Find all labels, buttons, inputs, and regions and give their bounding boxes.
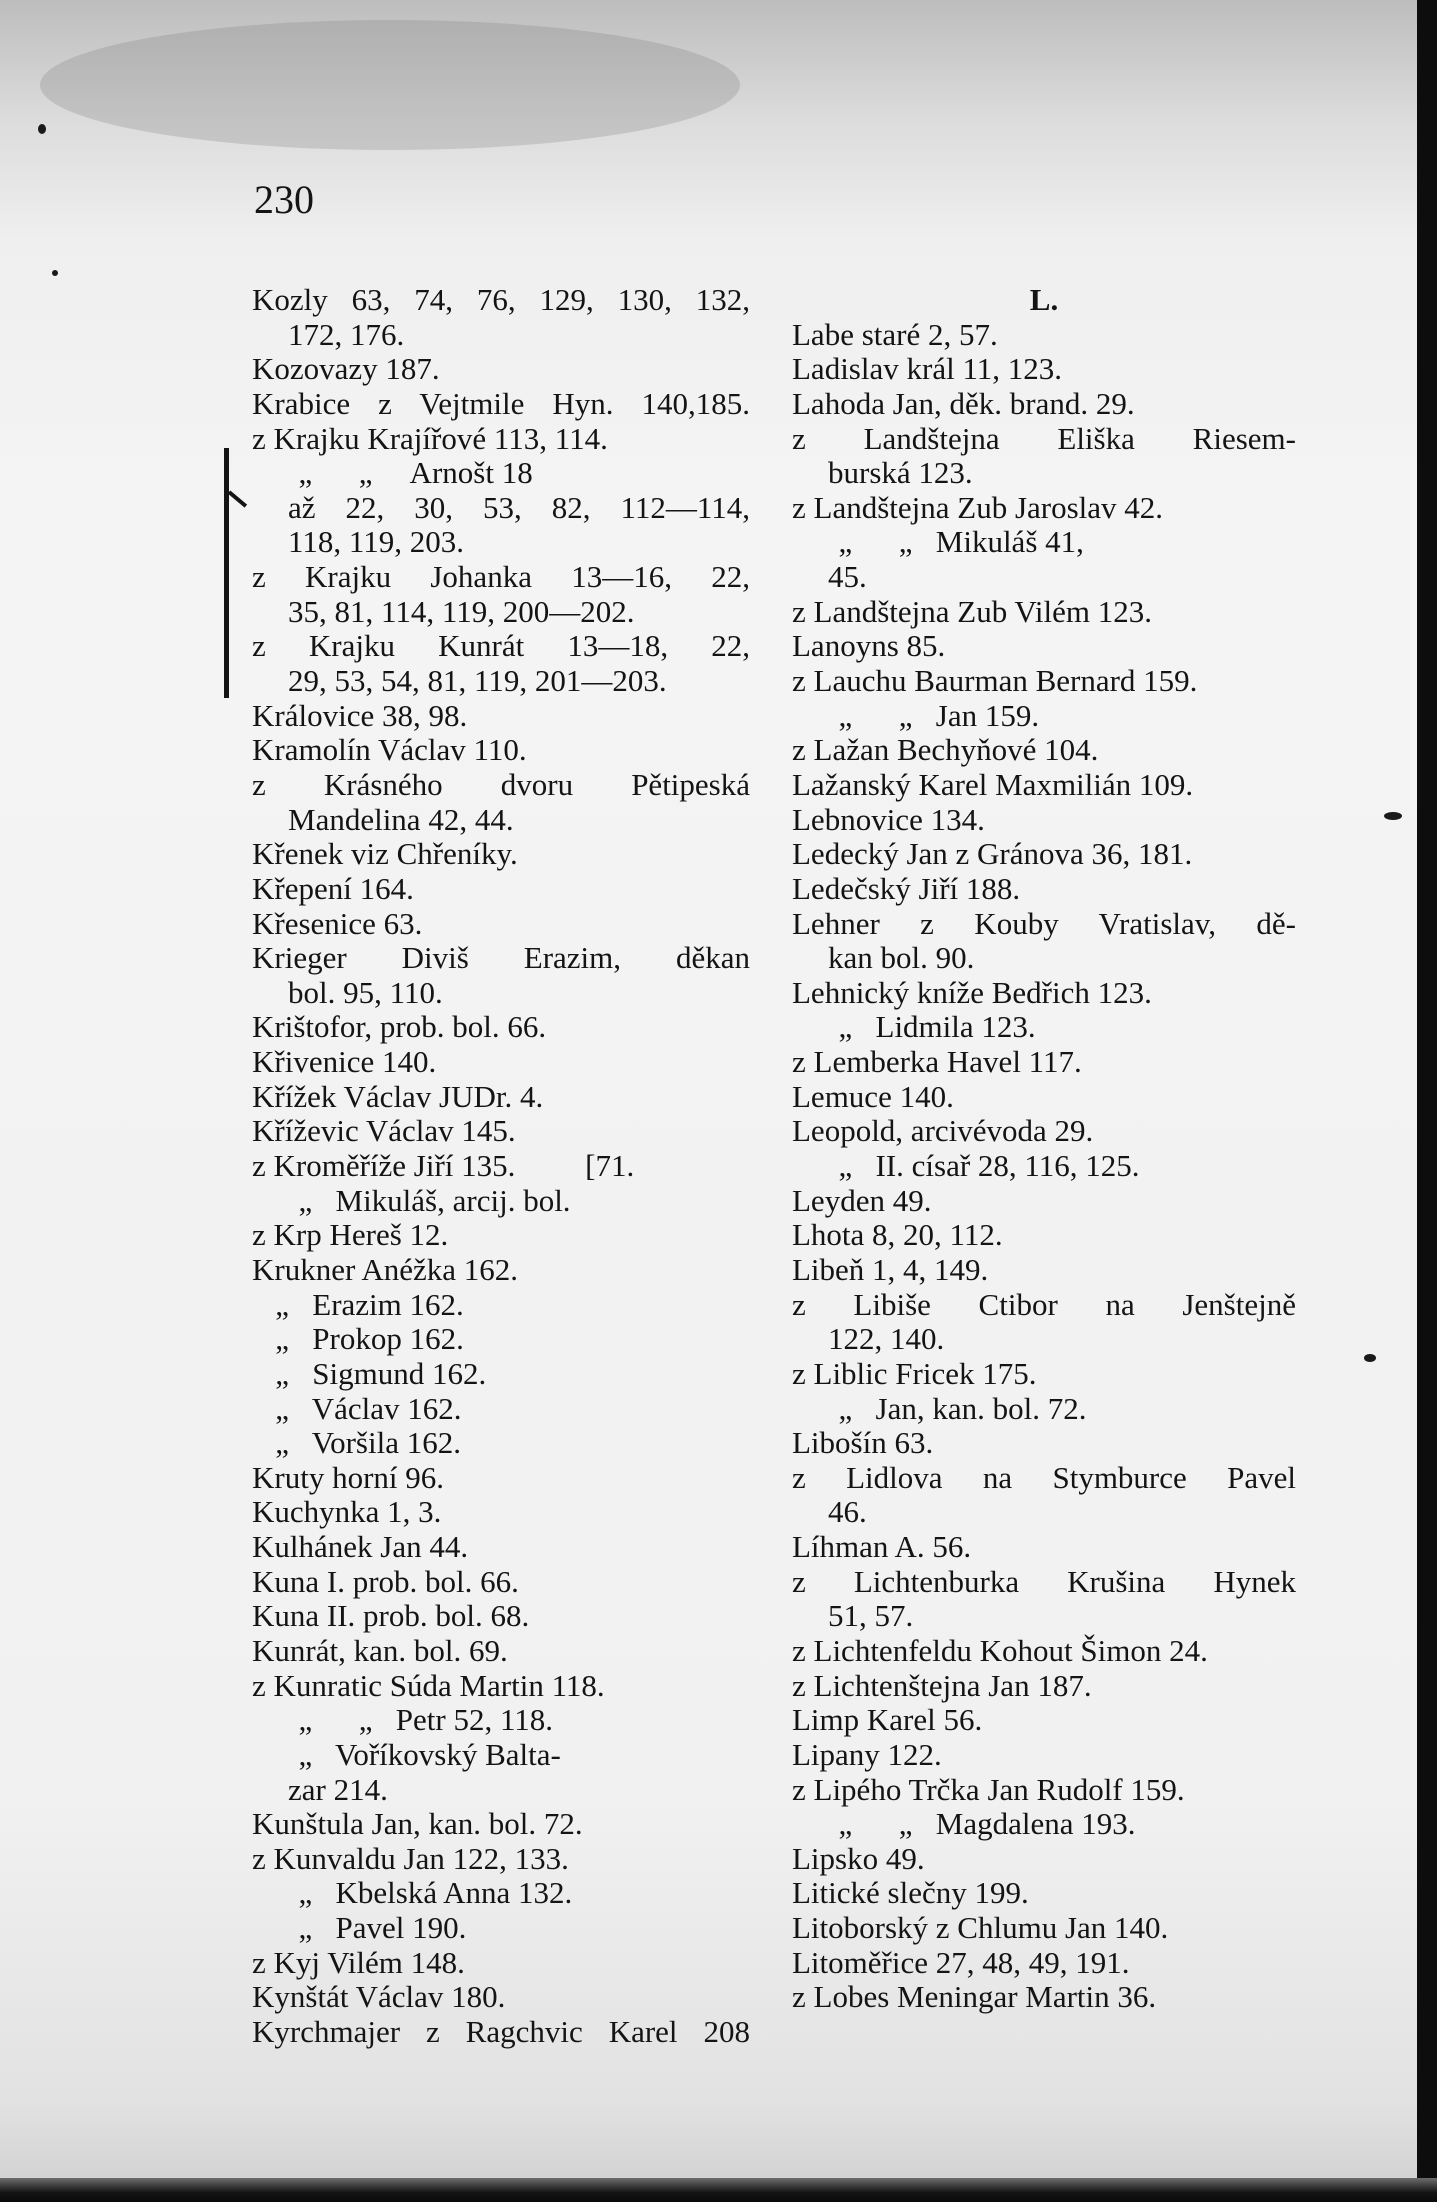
index-entry-line: Křížek Václav JUDr. 4. <box>252 1078 544 1114</box>
index-entry-line: „ Lidmila 123. <box>792 1009 1036 1045</box>
index-entry-line: „ Sigmund 162. <box>252 1355 487 1391</box>
index-entry-line: bol. 95, 110. <box>288 974 443 1010</box>
index-entry-line: Křesenice 63. <box>252 905 423 941</box>
index-entry-line: Kříževic Václav 145. <box>252 1113 516 1149</box>
page-number: 230 <box>254 177 314 222</box>
index-entry-line: Litoměřice 27, 48, 49, 191. <box>792 1944 1130 1980</box>
margin-bracket-mark <box>224 448 237 698</box>
index-entry-line: „ Prokop 162. <box>252 1321 464 1357</box>
index-entry-line: Křenek viz Chřeníky. <box>252 836 518 872</box>
index-entry-line: kan bol. 90. <box>828 940 975 976</box>
index-entry-line: z Lichtenfeldu Kohout Šimon 24. <box>792 1632 1208 1668</box>
index-entry-line: 51, 57. <box>828 1598 914 1634</box>
index-entry-line: 45. <box>828 559 867 595</box>
index-entry-line: z Kroměříže Jiří 135. [71. <box>252 1148 635 1184</box>
index-entry-line: Krabice z Vejtmile Hyn. 140,185. <box>252 385 750 421</box>
index-entry-line: „ „ Jan 159. <box>792 697 1040 733</box>
index-entry-line: „ Voříkovský Balta- <box>252 1736 561 1772</box>
index-entry-line: Kozovazy 187. <box>252 351 440 387</box>
index-entry-line: Mandelina 42, 44. <box>288 801 514 837</box>
index-entry-line: Kozly 63, 74, 76, 129, 130, 132, <box>252 282 750 317</box>
index-entry-line: „ „ Petr 52, 118. <box>252 1702 554 1738</box>
index-entry-line: z Lidlova na Stymburce Pavel <box>792 1459 1296 1495</box>
index-entry-line: „ Václav 162. <box>252 1390 462 1426</box>
section-letter-heading: L. <box>1029 282 1059 317</box>
index-entry-line: Kuchynka 1, 3. <box>252 1494 442 1530</box>
index-entry-line: Leyden 49. <box>792 1182 932 1218</box>
index-entry-line: 35, 81, 114, 119, 200—202. <box>288 593 635 629</box>
index-entry-line: z Krajku Johanka 13—16, 22, <box>252 559 750 595</box>
index-entry-line: Limp Karel 56. <box>792 1702 983 1738</box>
index-entry-line: Litoborský z Chlumu Jan 140. <box>792 1910 1169 1946</box>
scan-edge-bottom <box>0 2178 1437 2202</box>
index-entry-line: Kunštula Jan, kan. bol. 72. <box>252 1806 583 1842</box>
index-entry-line: z Lipého Trčka Jan Rudolf 159. <box>792 1771 1185 1807</box>
index-entry-line: Lahoda Jan, děk. brand. 29. <box>792 385 1135 421</box>
index-entry-line: Lebnovice 134. <box>792 801 985 837</box>
index-entry-line: „ II. císař 28, 116, 125. <box>792 1148 1140 1184</box>
index-entry-line: Kulhánek Jan 44. <box>252 1529 469 1565</box>
index-entry-line: Kuna I. prob. bol. 66. <box>252 1563 519 1599</box>
index-entry-line: Křepení 164. <box>252 870 414 906</box>
index-entry-line: „ Kbelská Anna 132. <box>252 1875 573 1911</box>
index-entry-line: 29, 53, 54, 81, 119, 201—203. <box>288 663 667 699</box>
index-entry-line: „ Mikuláš, arcij. bol. <box>252 1182 571 1218</box>
index-entry-line: z Lobes Meningar Martin 36. <box>792 1979 1157 2015</box>
index-entry-line: „ Erazim 162. <box>252 1286 464 1322</box>
index-entry-line: Lehner z Kouby Vratislav, dě- <box>792 905 1296 941</box>
index-entry-line: Křivenice 140. <box>252 1044 437 1080</box>
index-entry-line: Lažanský Karel Maxmilián 109. <box>792 766 1194 802</box>
index-column-left <box>252 283 750 2050</box>
index-entry-line: z Krásného dvoru Pětipeská <box>252 766 750 802</box>
index-entry-line: Kramolín Václav 110. <box>252 732 527 768</box>
index-entry-line: z Krajku Krajířové 113, 114. <box>252 420 608 456</box>
index-entry-line: Lipsko 49. <box>792 1840 925 1876</box>
index-entry-line: „ „ Mikuláš 41, <box>792 524 1084 560</box>
index-column-right <box>792 283 1296 2015</box>
index-entry-line: Ledečský Jiří 188. <box>792 870 1021 906</box>
index-entry-line: z Lichtenštejna Jan 187. <box>792 1667 1092 1703</box>
index-entry-line: Libeň 1, 4, 149. <box>792 1251 989 1287</box>
scan-edge-right <box>1417 0 1437 2202</box>
index-entry-line: Líhman A. 56. <box>792 1529 972 1565</box>
index-entry-line: z Lichtenburka Krušina Hynek <box>792 1563 1296 1599</box>
index-entry-line: z Kunratic Súda Martin 118. <box>252 1667 605 1703</box>
index-entry-line: z Landštejna Zub Jaroslav 42. <box>792 489 1164 525</box>
index-entry-line: Labe staré 2, 57. <box>792 316 998 352</box>
index-entry-line: zar 214. <box>288 1771 388 1807</box>
index-entry-line: Leopold, arcivévoda 29. <box>792 1113 1094 1149</box>
index-entry-line: z Kunvaldu Jan 122, 133. <box>252 1840 569 1876</box>
index-entry-line: „ „ Arnošt 18 <box>252 455 533 491</box>
index-entry-line: Krištofor, prob. bol. 66. <box>252 1009 547 1045</box>
index-entry-line: „ „ Magdalena 193. <box>792 1806 1136 1842</box>
index-entry-line: z Lažan Bechyňové 104. <box>792 732 1099 768</box>
ink-speck <box>52 270 58 276</box>
index-entry-line: až 22, 30, 53, 82, 112—114, <box>288 489 750 525</box>
index-entry-line: Lehnický kníže Bedřich 123. <box>792 974 1152 1010</box>
index-entry-line: Kunrát, kan. bol. 69. <box>252 1632 508 1668</box>
index-entry-line: „ Pavel 190. <box>252 1910 467 1946</box>
paper-smudge <box>40 20 740 150</box>
index-entry-line: z Liblic Fricek 175. <box>792 1355 1037 1391</box>
index-entry-line: Kyrchmajer z Ragchvic Karel 208 <box>252 2014 750 2050</box>
index-entry-line: z Krajku Kunrát 13—18, 22, <box>252 628 750 664</box>
index-entry-line: Lipany 122. <box>792 1736 942 1772</box>
index-entry-line: Lhota 8, 20, 112. <box>792 1217 1003 1253</box>
index-entry-line: z Lauchu Baurman Bernard 159. <box>792 663 1198 699</box>
index-entry-line: Královice 38, 98. <box>252 697 468 733</box>
index-entry-line: z Landštejna Zub Vilém 123. <box>792 593 1153 629</box>
index-entry-line: Litické slečny 199. <box>792 1875 1029 1911</box>
index-entry-line: z Krp Hereš 12. <box>252 1217 449 1253</box>
index-entry-line: Libošín 63. <box>792 1425 934 1461</box>
index-entry-line: 46. <box>828 1494 867 1530</box>
index-entry-line: 118, 119, 203. <box>288 524 464 560</box>
index-entry-line: z Libiše Ctibor na Jenštejně <box>792 1286 1296 1322</box>
index-entry-line: „ Jan, kan. bol. 72. <box>792 1390 1087 1426</box>
index-entry-line: z Kyj Vilém 148. <box>252 1944 465 1980</box>
index-entry-line: Kuna II. prob. bol. 68. <box>252 1598 530 1634</box>
index-entry-line: Kruty horní 96. <box>252 1459 445 1495</box>
ink-speck <box>1364 1354 1376 1362</box>
index-entry-line: 172, 176. <box>288 316 405 352</box>
index-entry-line: Lemuce 140. <box>792 1078 954 1114</box>
index-entry-line: Ladislav král 11, 123. <box>792 351 1063 387</box>
index-entry-line: burská 123. <box>828 455 973 491</box>
index-entry-line: 122, 140. <box>828 1321 945 1357</box>
index-entry-line: Krukner Anéžka 162. <box>252 1251 518 1287</box>
index-entry-line: Kynštát Václav 180. <box>252 1979 506 2015</box>
index-entry-line: Lanoyns 85. <box>792 628 946 664</box>
ink-speck <box>1384 812 1402 820</box>
index-entry-line: „ Voršila 162. <box>252 1425 461 1461</box>
index-entry-line: z Landštejna Eliška Riesem- <box>792 420 1296 456</box>
index-entry-line: Ledecký Jan z Gránova 36, 181. <box>792 836 1193 872</box>
index-entry-line: z Lemberka Havel 117. <box>792 1044 1082 1080</box>
ink-speck <box>38 124 46 134</box>
index-entry-line: Krieger Diviš Erazim, děkan <box>252 940 750 976</box>
